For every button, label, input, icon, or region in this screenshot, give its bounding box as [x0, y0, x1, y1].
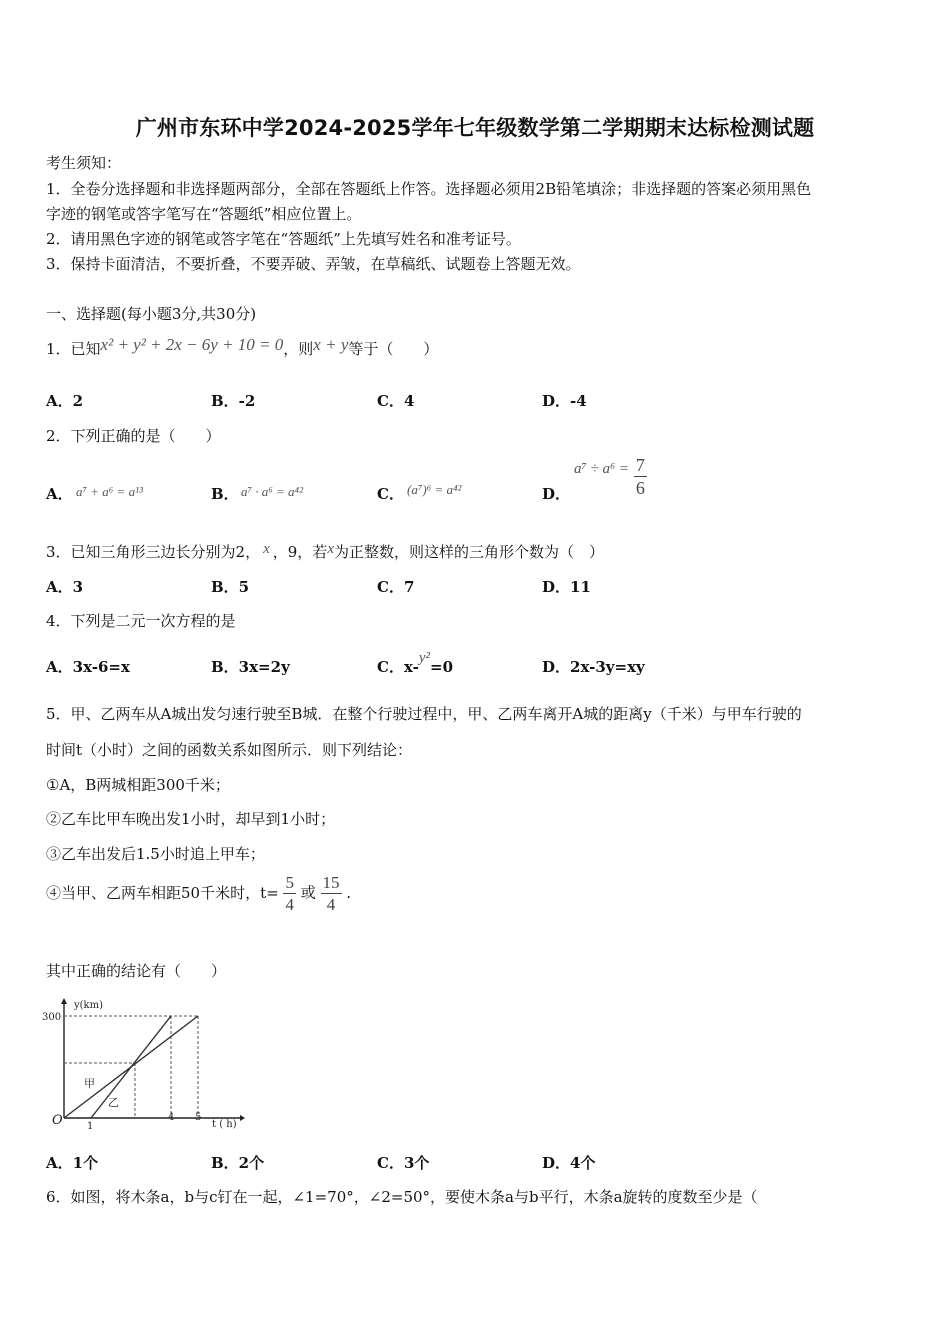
- q5-c4-pre: ④当甲、乙两车相距50千米时，t=: [46, 883, 279, 902]
- q1-pre: 1．已知: [46, 340, 101, 358]
- fraction-numerator: 7: [635, 455, 645, 475]
- q5-option-b: B．2个: [211, 1154, 265, 1172]
- question-4: 4．下列是二元一次方程的是: [46, 612, 236, 630]
- q4-option-c-sup: y²: [418, 650, 430, 666]
- notice-item: 字迹的钢笔或答字笔写在“答题纸”相应位置上。: [46, 205, 362, 223]
- notice-item: 2．请用黑色字迹的钢笔或答字笔在“答题纸”上先填写姓名和准考证号。: [46, 230, 521, 248]
- q5-fraction-2: [321, 874, 342, 913]
- y-tick-300: 300: [42, 1012, 62, 1023]
- q5-conclusion-1: ①A，B两城相距300千米；: [46, 776, 230, 794]
- q3-option-c: C．7: [377, 578, 415, 596]
- q3-option-d: D．11: [542, 578, 591, 596]
- q2-option-d-fraction: [634, 456, 647, 497]
- q1-post: 等于（ ）: [348, 340, 439, 358]
- page-title: 广州市东环中学2024-2025学年七年级数学第二学期期末达标检测试题: [135, 116, 815, 140]
- x-axis-arrow: [240, 1115, 245, 1121]
- q2-option-a: a⁷ + a⁶ = a¹³: [76, 484, 143, 499]
- q5-conclusion-3: ③乙车出发后1.5小时追上甲车；: [46, 845, 265, 863]
- q1-option-a: A．2: [46, 392, 84, 410]
- q4-option-c-post: =0: [430, 658, 454, 676]
- q5-c4-post: ．: [346, 883, 362, 902]
- question-5-line2: 时间t（小时）之间的函数关系如图所示．则下列结论：: [46, 741, 413, 759]
- q2-option-b-label: B．: [211, 485, 239, 503]
- q5-graph: [40, 996, 245, 1136]
- q5-conclusion-4: [46, 874, 361, 913]
- q5-option-a: A．1个: [46, 1154, 99, 1172]
- q3-option-a: A．3: [46, 578, 84, 596]
- x-tick-4: 4: [168, 1112, 175, 1123]
- fraction-denominator: 6: [635, 478, 645, 498]
- q2-option-d-label: D．: [542, 485, 571, 503]
- x-tick-5: 5: [195, 1112, 202, 1123]
- fraction-numerator: 5: [285, 873, 294, 892]
- q1-mid: ，则: [283, 340, 314, 358]
- q3-post: 为正整数，则这样的三角形个数为（ ）: [333, 543, 604, 561]
- section-heading: 一、选择题(每小题3分,共30分): [46, 305, 257, 323]
- q5-option-c: C．3个: [377, 1154, 430, 1172]
- q2-option-d: [574, 456, 647, 497]
- q2-option-a-label: A．: [46, 485, 73, 503]
- fraction-denominator: 4: [326, 895, 336, 914]
- fraction-numerator: 15: [322, 873, 340, 892]
- q2-option-c: (a⁷)⁶ = a⁴²: [407, 482, 462, 497]
- q1-option-c: C．4: [377, 392, 415, 410]
- q5-option-d: D．4个: [542, 1154, 596, 1172]
- q4-option-c-pre: C．x-: [377, 658, 419, 676]
- q2-option-d-expr: a⁷ ÷ a⁶ =: [574, 460, 630, 477]
- q2-option-c-label: C．: [377, 485, 404, 503]
- q2-option-b: a⁷ · a⁶ = a⁴²: [241, 484, 303, 499]
- fraction-denominator: 4: [285, 895, 294, 914]
- origin-label: O: [52, 1113, 63, 1128]
- label-yi: 乙: [108, 1096, 119, 1109]
- q3-var-x2: x: [327, 541, 334, 557]
- notice-item: 1．全卷分选择题和非选择题两部分，全部在答题纸上作答。选择题必须用2B铅笔填涂；非选择题的答案必须用黑色: [46, 180, 812, 198]
- question-6: 6．如图，将木条a，b与c钉在一起，∠1=70°，∠2=50°，要使木条a与b平行，木条a旋转的度数至少是（: [46, 1188, 758, 1206]
- question-3: [46, 541, 604, 562]
- q1-expression: x + y: [313, 335, 349, 354]
- q4-option-a: A．3x-6=x: [46, 658, 130, 676]
- q4-option-b: B．3x=2y: [211, 658, 290, 676]
- q1-option-d: D．-4: [542, 392, 587, 410]
- label-jia: 甲: [84, 1077, 95, 1090]
- notice-heading: 考生须知：: [46, 154, 122, 172]
- question-5-line1: 5．甲、乙两车从A城出发匀速行驶至B城．在整个行驶过程中，甲、乙两车离开A城的距离y（千米）与甲车行驶的: [46, 705, 802, 723]
- q1-equation: x² + y² + 2x − 6y + 10 = 0: [100, 335, 284, 354]
- line-yi: [91, 1016, 171, 1118]
- q5-fraction-1: [283, 874, 296, 913]
- q3-pre: 3．已知三角形三边长分别为2，: [46, 543, 261, 561]
- question-1: [46, 335, 439, 359]
- q4-option-c: [377, 650, 454, 677]
- q3-var-x: x: [263, 541, 270, 557]
- x-axis-label: t ( h): [212, 1119, 237, 1130]
- q5-conclusion-2: ②乙车比甲车晚出发1小时，却早到1小时；: [46, 810, 336, 828]
- y-axis-label: y(km): [74, 1000, 103, 1011]
- y-axis-arrow: [61, 998, 67, 1004]
- q5-ask: 其中正确的结论有（ ）: [46, 962, 227, 980]
- q4-option-d: D．2x-3y=xy: [542, 658, 645, 676]
- q1-option-b: B．-2: [211, 392, 256, 410]
- x-tick-1: 1: [87, 1121, 94, 1132]
- notice-item: 3．保持卡面清洁，不要折叠，不要弄破、弄皱，在草稿纸、试题卷上答题无效。: [46, 255, 581, 273]
- q5-c4-mid: 或: [300, 883, 316, 902]
- question-2: 2．下列正确的是（ ）: [46, 427, 221, 445]
- q3-option-b: B．5: [211, 578, 250, 596]
- q3-mid: ，9，若: [272, 543, 328, 561]
